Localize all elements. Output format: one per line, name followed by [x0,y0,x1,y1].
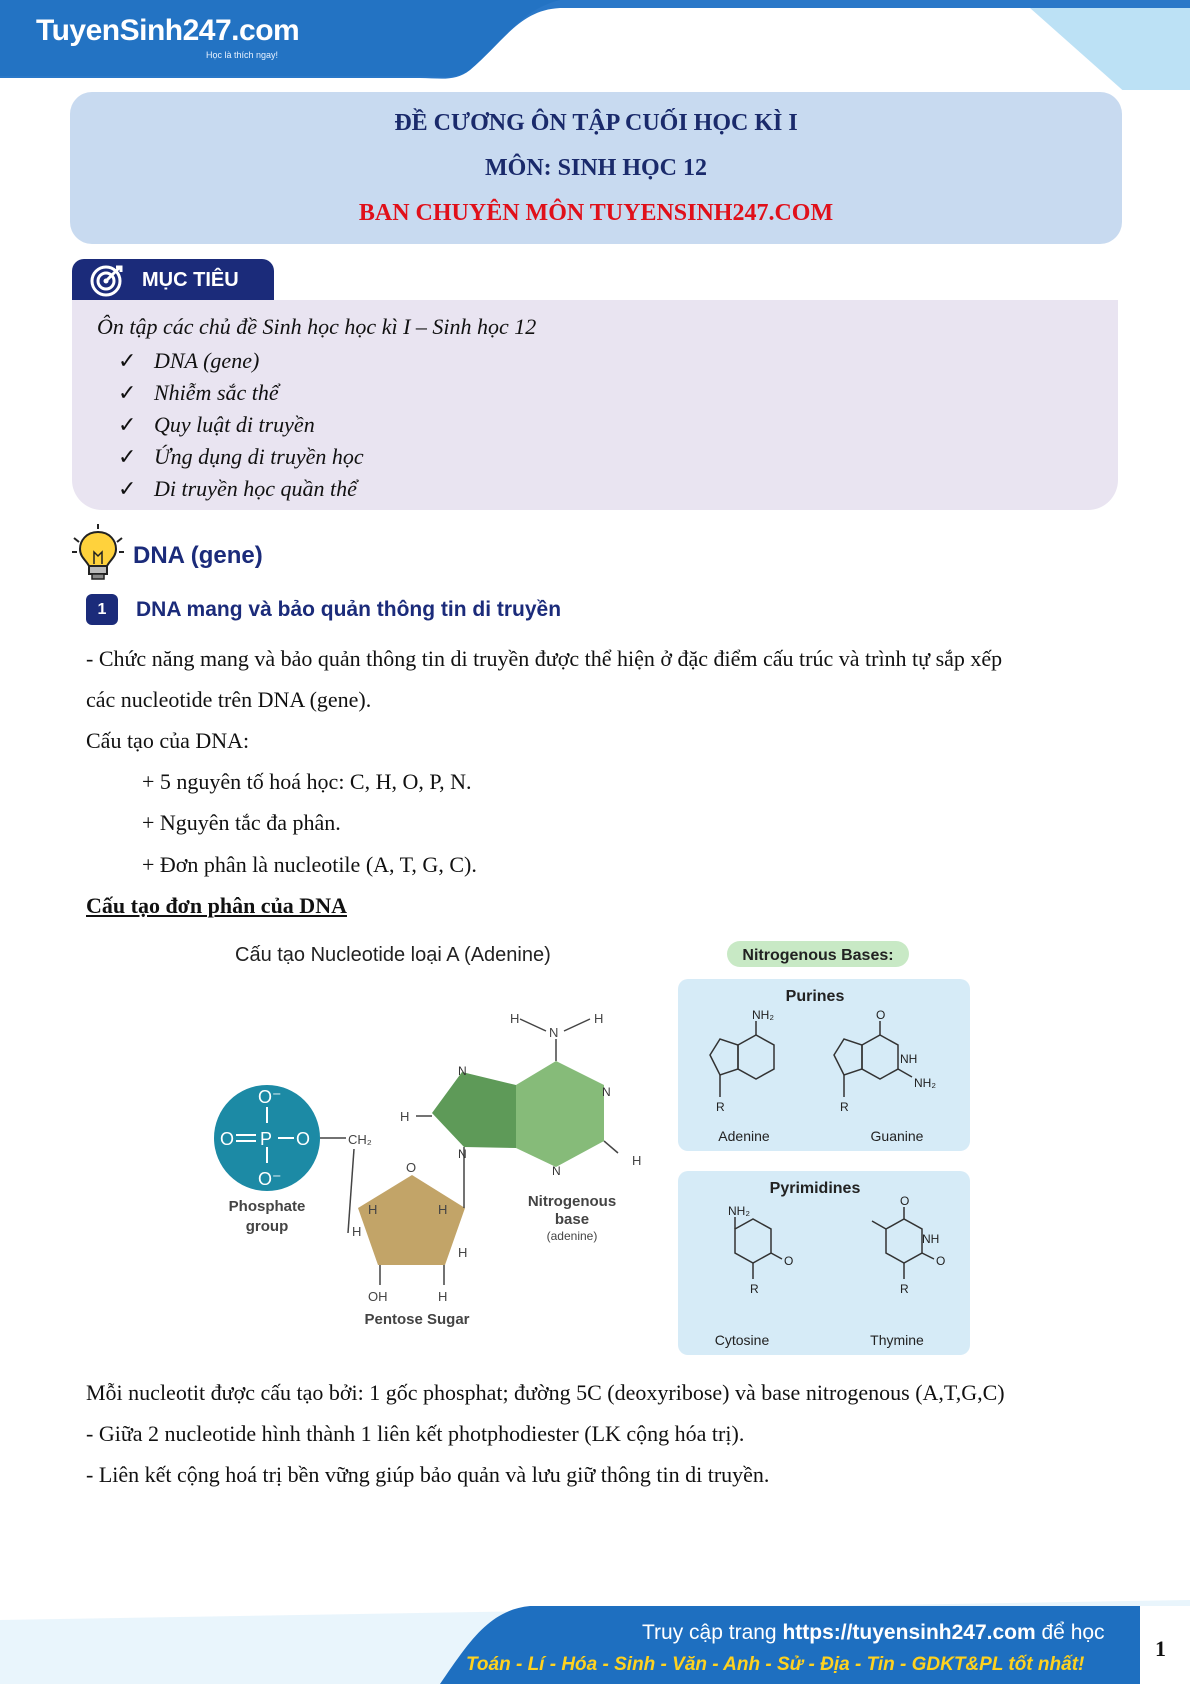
goals-list [118,347,364,507]
figure-title: Cấu tạo Nucleotide loại A (Adenine) [235,944,551,966]
atom-label: H [438,1289,448,1304]
paragraph: - Liên kết cộng hoá trị bền vững giúp bảo quản và lưu giữ thông tin di truyền. [86,1462,770,1487]
site-logo[interactable] [36,14,300,60]
goal-text: Ứng dụng di truyền học [154,444,364,469]
atom-label: O [220,1129,235,1149]
atom-label: H [438,1202,448,1217]
nucleotide-figure [200,935,980,1360]
atom-label: N [458,1064,467,1078]
goal-text: Nhiễm sắc thể [154,380,279,405]
bullet-item: + 5 nguyên tố hoá học: C, H, O, P, N. [142,769,472,794]
footer-subjects: Toán - Lí - Hóa - Sinh - Văn - Anh - Sử - Địa - Tin - GDKT&PL tốt nhất! [466,1654,1085,1675]
list-item [118,379,364,411]
page-number: 1 [1155,1636,1166,1661]
subsection-number: 1 [86,594,118,625]
thymine-label: Thymine [870,1332,924,1348]
sugar-label: Pentose Sugar [364,1311,470,1328]
atom-label: O [900,1194,910,1208]
list-item [118,347,364,379]
underlined-heading: Cấu tạo đơn phân của DNA [86,893,347,918]
sugar-pentagon [358,1175,468,1265]
atom-label: N [602,1085,611,1099]
pyrimidines-panel [678,1171,970,1355]
atom-label: R [750,1282,759,1296]
atom-label: R [900,1282,909,1296]
check-icon: ✓ [118,412,137,437]
logo-slogan: Học là thích ngay! [206,50,279,60]
atom-label: O [406,1160,417,1175]
footer-text: để học [1035,1621,1105,1644]
logo-suffix: .com [231,14,300,47]
pyrimidines-title: Pyrimidines [769,1180,861,1197]
document-title: ĐỀ CƯƠNG ÔN TẬP CUỐI HỌC KÌ I [394,110,798,136]
phosphate-label: group [245,1218,289,1235]
atom-label: NH [922,1232,940,1246]
atom-label: H [400,1109,410,1124]
atom-label: N [552,1164,561,1178]
goal-text: DNA (gene) [154,348,260,373]
atom-label: R [840,1100,849,1114]
paragraph: Cấu tạo của DNA: [86,728,250,753]
atom-label: O [296,1129,311,1149]
phosphate-label: Phosphate [228,1198,306,1215]
base-label: Nitrogenous [527,1193,617,1210]
atom-label: H [510,1011,520,1026]
paragraph: - Giữa 2 nucleotide hình thành 1 liên kết photphodiester (LK cộng hóa trị). [86,1421,745,1446]
atom-label: P [260,1129,273,1149]
goals-intro: Ôn tập các chủ đề Sinh học học kì I – Sinh học 12 [97,314,537,339]
atom-label: NH₂ [728,1204,750,1218]
logo-brand: TuyenSinh247 [36,14,232,47]
subject-title: MÔN: SINH HỌC 12 [485,155,707,181]
atom-label: NH [900,1052,918,1066]
list-item [118,475,364,507]
goals-tab [72,259,274,300]
atom-label: H [594,1011,604,1026]
check-icon: ✓ [118,444,137,469]
target-icon [88,263,128,297]
bullet-item: + Nguyên tắc đa phân. [142,810,341,835]
atom-label: O [784,1254,794,1268]
purines-title: Purines [785,988,845,1005]
lightbulb-icon [70,524,126,582]
subsection-title: DNA mang và bảo quản thông tin di truyền [136,598,562,621]
base-label: (adenine) [546,1229,598,1243]
footer-text: Truy cập trang [642,1621,783,1644]
atom-label: H [632,1153,642,1168]
atom-label: H [352,1224,362,1239]
footer-cta [642,1621,1105,1645]
title-box [70,92,1122,244]
atom-label: NH₂ [914,1076,936,1090]
goal-text: Quy luật di truyền [154,412,315,437]
paragraph: Mỗi nucleotit được cấu tạo bởi: 1 gốc phosphat; đường 5C (deoxyribose) và base nitrogenous (A,T,G,C) [86,1380,1005,1405]
atom-label: O [936,1254,946,1268]
atom-label: H [368,1202,378,1217]
base-label: base [554,1211,590,1228]
atom-label: CH₂ [348,1132,372,1147]
adenine-label: Adenine [718,1128,770,1144]
paragraph: các nucleotide trên DNA (gene). [86,687,372,712]
base-ring-6 [516,1061,604,1167]
list-item [118,411,364,443]
atom-label: NH₂ [752,1008,774,1022]
bullet-item: + Đơn phân là nucleotile (A, T, G, C). [142,852,477,877]
cytosine-label: Cytosine [714,1332,770,1348]
atom-label: O [876,1008,886,1022]
goals-tab-label: MỤC TIÊU [142,269,239,291]
atom-label: R [716,1100,725,1114]
guanine-label: Guanine [870,1128,924,1144]
check-icon: ✓ [118,476,137,501]
section-title: DNA (gene) [133,542,263,569]
atom-label: O⁻ [258,1087,282,1107]
atom-label: O⁻ [258,1169,282,1189]
goal-text: Di truyền học quần thể [154,476,357,501]
footer-url-link[interactable]: https://tuyensinh247.com [782,1621,1036,1644]
check-icon: ✓ [118,348,137,373]
paragraph: - Chức năng mang và bảo quản thông tin di truyền được thể hiện ở đặc điểm cấu trúc và trình tự sắp xếp [86,646,1003,671]
atom-label: H [458,1245,468,1260]
atom-label: N [549,1025,559,1040]
bases-pill-label: Nitrogenous Bases: [742,947,894,964]
check-icon: ✓ [118,380,137,405]
list-item [118,443,364,475]
atom-label: OH [368,1289,388,1304]
base-ring-5 [432,1072,516,1148]
atom-label: N [458,1147,467,1161]
author-line: BAN CHUYÊN MÔN TUYENSINH247.COM [358,200,834,226]
